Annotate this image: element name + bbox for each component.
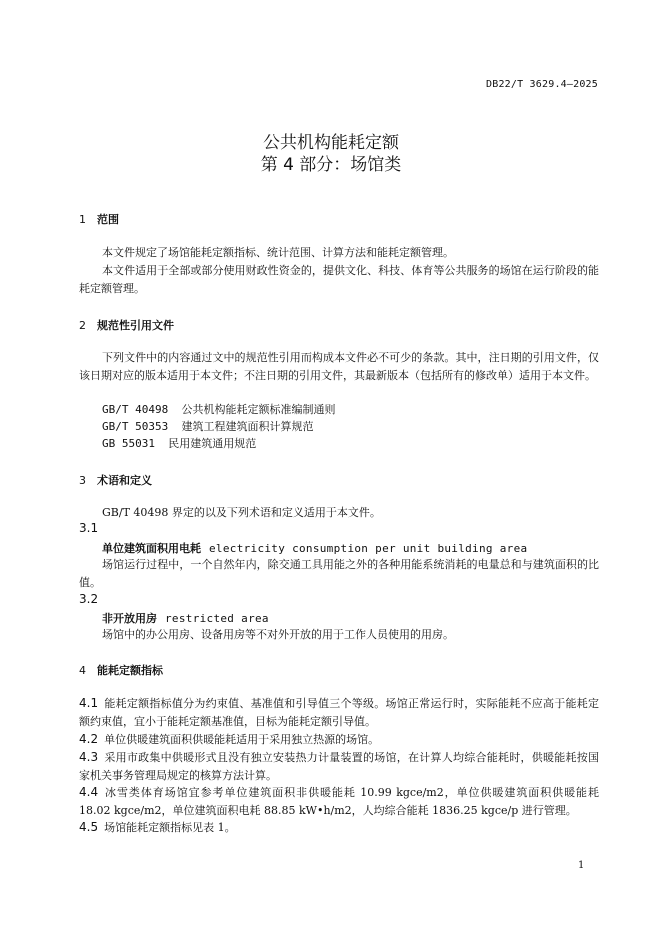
term-name [102, 540, 527, 556]
clause-text: 单位供暖建筑面积供暖能耗适用于采用独立热源的场馆。 [104, 733, 380, 746]
term-definition: 场馆中的办公用房、设备用房等不对外开放的用于工作人员使用的用房。 [102, 628, 454, 641]
reference-item: GB/T 40498 公共机构能耗定额标准编制通则 [102, 403, 336, 416]
section-number: 2 [79, 319, 86, 332]
clause [79, 694, 599, 731]
clause-number: 4.3 [79, 750, 99, 764]
clause-number: 4.2 [79, 732, 99, 746]
term-name-cn: 非开放用房 [102, 612, 157, 625]
term-definition: 场馆运行过程中，一个自然年内，除交通工具用能之外的各种用能系统消耗的电量总和与建筑面积的比值。 [79, 558, 599, 589]
clause [79, 748, 599, 785]
clause-number: 4.1 [79, 696, 99, 710]
section-title: 范围 [97, 213, 119, 226]
section-title: 规范性引用文件 [97, 319, 174, 332]
document-subtitle: 第 4 部分：场馆类 [260, 155, 402, 175]
paragraph: 本文件适用于全部或部分使用财政性资金的，提供文化、科技、体育等公共服务的场馆在运行阶段的能耗定额管理。 [79, 264, 599, 295]
clause [79, 730, 599, 749]
clause-text: 能耗定额指标值分为约束值、基准值和引导值三个等级。场馆正常运行时，实际能耗不应高于能耗定额约束值，宜小于能耗定额基准值，目标为能耗定额引导值。 [79, 697, 599, 728]
section-heading-quota-indicators [79, 662, 163, 678]
term-number: 3.1 [79, 521, 99, 535]
document-title: 公共机构能耗定额 [263, 133, 399, 153]
term-name [102, 610, 269, 626]
clause-number: 4.4 [79, 785, 99, 799]
clause [79, 818, 599, 837]
standard-code: DB22/T 3629.4—2025 [486, 79, 598, 90]
term-name-en: restricted area [165, 612, 269, 625]
clause [79, 783, 599, 820]
paragraph: 本文件规定了场馆能耗定额指标、统计范围、计算方法和能耗定额管理。 [102, 246, 454, 259]
clause-text: 冰雪类体育场馆宜参考单位建筑面积非供暖能耗 10.99 kgce/m2，单位供暖建筑面积供暖能耗 18.02 kgce/m2，单位建筑面积电耗 88.85 kW•h/m2，人均综合能耗 1836.25 kgce/p 进行管理。 [79, 786, 599, 817]
section-title: 术语和定义 [97, 474, 152, 487]
term-name-en: electricity consumption per unit building area [209, 542, 528, 555]
section-number: 3 [79, 474, 86, 487]
paragraph: 下列文件中的内容通过文中的规范性引用而构成本文件必不可少的条款。其中，注日期的引用文件，仅该日期对应的版本适用于本文件；不注日期的引用文件，其最新版本（包括所有的修改单）适用于本文件。 [79, 351, 599, 382]
reference-item: GB/T 50353 建筑工程建筑面积计算规范 [102, 420, 314, 433]
term-number: 3.2 [79, 592, 99, 606]
term-name-cn: 单位建筑面积用电耗 [102, 542, 201, 555]
section-heading-normative-references [79, 317, 174, 333]
reference-item: GB 55031 民用建筑通用规范 [102, 437, 257, 450]
section-heading-terms [79, 472, 152, 488]
section-heading-scope [79, 211, 119, 227]
clause-number: 4.5 [79, 820, 99, 834]
section-title: 能耗定额指标 [97, 664, 163, 677]
clause-text: 采用市政集中供暖形式且没有独立安装热力计量装置的场馆，在计算人均综合能耗时，供暖能耗按国家机关事务管理局规定的核算方法计算。 [79, 751, 599, 782]
section-number: 4 [79, 664, 86, 677]
page-number: 1 [578, 860, 585, 871]
section-number: 1 [79, 213, 86, 226]
paragraph: GB/T 40498 界定的以及下列术语和定义适用于本文件。 [102, 506, 381, 519]
clause-text: 场馆能耗定额指标见表 1。 [104, 821, 236, 834]
